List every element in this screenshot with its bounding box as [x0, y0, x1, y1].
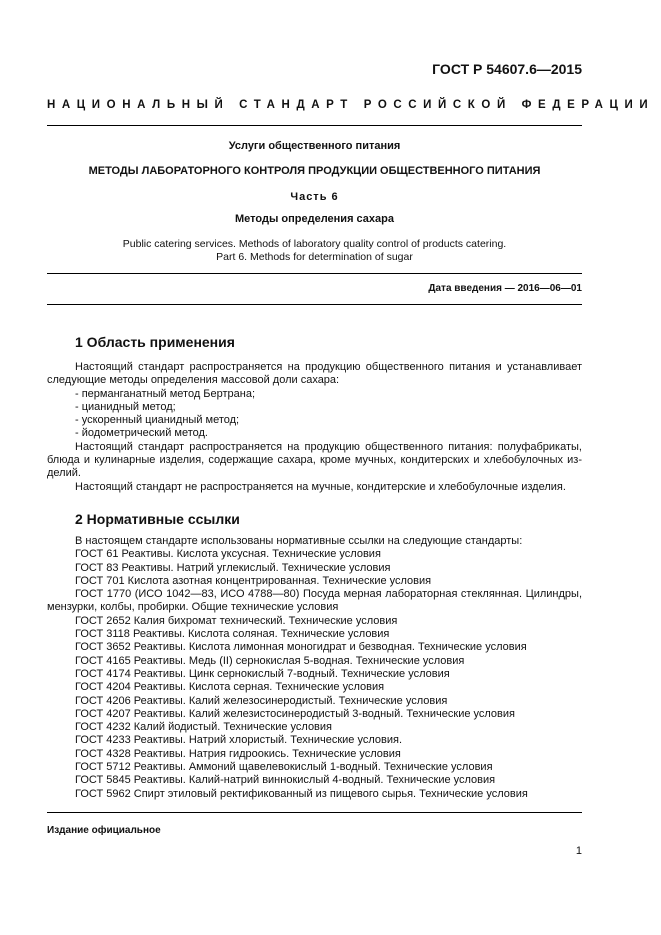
reference-item: ГОСТ 4165 Реактивы. Медь (II) сернокислая 5-водная. Технические условия: [75, 654, 465, 667]
part-label: Часть 6: [290, 191, 339, 203]
english-title-line1: Public catering services. Methods of laboratory quality control of products catering.: [122, 238, 507, 250]
reference-item: мензурки, колбы, пробирки. Общие технические условия: [47, 601, 339, 614]
reference-item: ГОСТ 5845 Реактивы. Калий-натрий виннокислый 4-водный. Технические условия: [75, 774, 496, 787]
paragraph-line: Настоящий стандарт не распространяется на мучные, кондитерские и хлебобулочные изделия.: [75, 480, 566, 493]
date-rule: [47, 304, 582, 305]
paragraph-line: Настоящий стандарт распространяется на продукцию общественного питания и устанавливает: [75, 361, 582, 373]
introduction-date: Дата введения — 2016—06—01: [428, 283, 582, 294]
list-item: - ускоренный цианидный метод;: [75, 414, 240, 427]
english-title-line2: Part 6. Methods for determination of sugar: [216, 251, 413, 263]
page-number: 1: [575, 845, 582, 857]
header-rule: [47, 125, 582, 126]
paragraph-line: делий.: [47, 467, 81, 480]
services-title: Услуги общественного питания: [228, 140, 401, 152]
section1-heading: 1 Область применения: [75, 334, 235, 350]
reference-item: ГОСТ 5962 Спирт этиловый ректификованный из пищевого сырья. Технические условия: [75, 787, 528, 800]
paragraph-line: следующие методы определения массовой доли сахара:: [47, 374, 340, 387]
reference-item: ГОСТ 4207 Реактивы. Калий железистосинеродистый 3-водный. Технические условия: [75, 707, 515, 720]
reference-item: ГОСТ 1770 (ИСО 1042—83, ИСО 4788—80) Посуда мерная лабораторная стеклянная. Цилиндры,: [75, 588, 582, 601]
section2-body: [47, 535, 582, 801]
paragraph-line: Настоящий стандарт распространяется на продукцию общественного питания: полуфабрикаты,: [75, 440, 582, 453]
list-item: - йодометрический метод.: [75, 427, 208, 440]
reference-item: ГОСТ 4174 Реактивы. Цинк сернокислый 7-водный. Технические условия: [75, 667, 450, 680]
reference-item: ГОСТ 701 Кислота азотная концентрированная. Технические условия: [75, 574, 432, 587]
national-standard-banner: НАЦИОНАЛЬНЫЙ СТАНДАРТ РОССИЙСКОЙ ФЕДЕРАЦИИ: [47, 99, 655, 111]
reference-item: ГОСТ 2652 Калия бихромат технический. Технические условия: [75, 614, 398, 627]
list-item: - перманганатный метод Бертрана;: [75, 387, 256, 400]
reference-item: ГОСТ 5712 Реактивы. Аммоний щавелевокислый 1-водный. Технические условия: [75, 761, 493, 774]
reference-item: ГОСТ 61 Реактивы. Кислота уксусная. Технические условия: [75, 548, 381, 561]
list-item: - цианидный метод;: [75, 400, 176, 413]
english-title: [47, 238, 582, 264]
reference-item: ГОСТ 4328 Реактивы. Натрия гидроокись. Технические условия: [75, 747, 401, 760]
reference-item: ГОСТ 3652 Реактивы. Кислота лимонная моногидрат и безводная. Технические условия: [75, 641, 527, 654]
footer-rule: [47, 812, 582, 813]
official-edition-label: Издание официальное: [47, 825, 161, 836]
section1-body: [47, 361, 582, 494]
main-title: МЕТОДЫ ЛАБОРАТОРНОГО КОНТРОЛЯ ПРОДУКЦИИ ОБЩЕСТВЕННОГО ПИТАНИЯ: [88, 165, 541, 177]
title-rule: [47, 273, 582, 274]
reference-item: ГОСТ 4232 Калий йодистый. Технические условия: [75, 721, 333, 734]
paragraph-line: В настоящем стандарте использованы нормативные ссылки на следующие стандарты:: [75, 535, 523, 547]
part-title: Методы определения сахара: [235, 213, 394, 225]
reference-item: ГОСТ 4206 Реактивы. Калий железосинеродистый. Технические условия: [75, 694, 448, 707]
section2-heading: 2 Нормативные ссылки: [75, 511, 240, 527]
paragraph-line: блюда и кулинарные изделия, содержащие сахара, кроме мучных, кондитерских и хлебобулочных из-: [47, 454, 582, 467]
reference-item: ГОСТ 4204 Реактивы. Кислота серная. Технические условия: [75, 681, 385, 694]
document-number: ГОСТ Р 54607.6—2015: [432, 61, 582, 77]
reference-item: ГОСТ 3118 Реактивы. Кислота соляная. Технические условия: [75, 628, 390, 641]
reference-item: ГОСТ 83 Реактивы. Натрий углекислый. Технические условия: [75, 561, 391, 574]
reference-item: ГОСТ 4233 Реактивы. Натрий хлористый. Технические условия.: [75, 734, 403, 747]
